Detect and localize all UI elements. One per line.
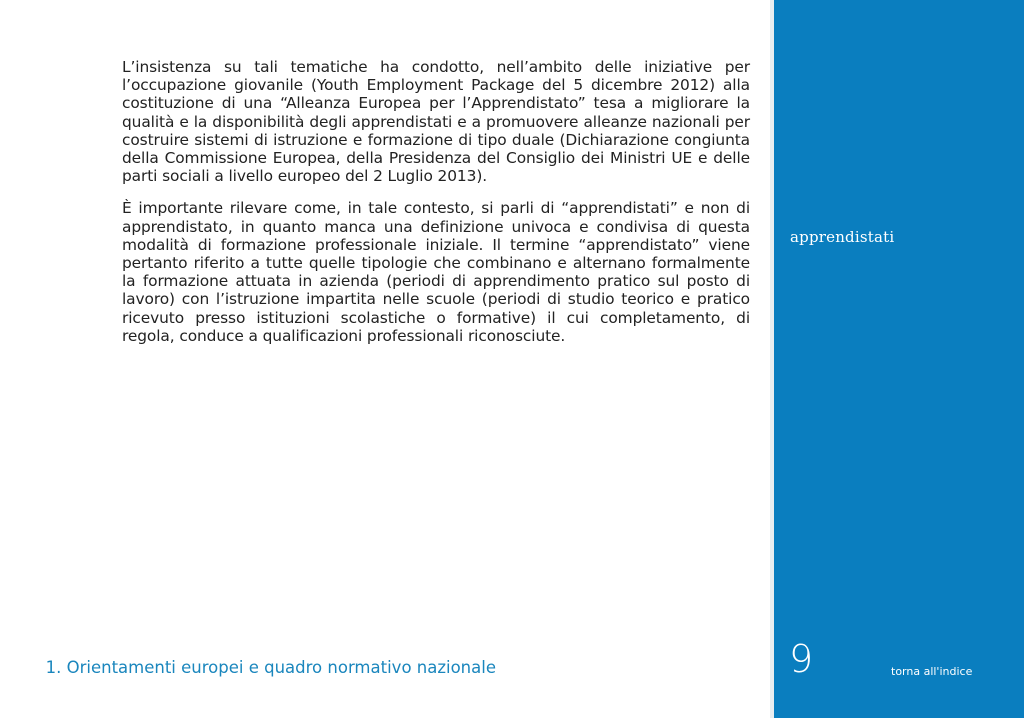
chapter-title: 1. Orientamenti europei e quadro normativo nazionale xyxy=(45,658,496,677)
body-text xyxy=(122,58,750,359)
back-to-index-link[interactable]: torna all'indice xyxy=(891,665,973,678)
paragraph-1: L’insistenza su tali tematiche ha condotto, nell’ambito delle iniziative per l’occupazione giovanile (Youth Employment Package del 5 dicembre 2012) alla costituzione di una “Alleanza Europea per l’Apprendistato” tesa a migliorare la qualità e la disponibilità degli apprendistati e a promuovere alleanze nazionali per costruire sistemi di istruzione e formazione di tipo duale (Dichiarazione congiunta della Commissione Europea, della Presidenza del Consiglio dei Ministri UE e delle parti sociali a livello europeo del 2 Luglio 2013). xyxy=(122,58,750,186)
paragraph-2: È importante rilevare come, in tale contesto, si parli di “apprendistati” e non di apprendistato, in quanto manca una definizione univoca e condivisa di questa modalità di formazione professionale iniziale. Il termine “apprendistato” viene pertanto riferito a tutte quelle tipologie che combinano e alternano formalmente la formazione attuata in azienda (periodi di apprendimento pratico sul posto di lavoro) con l’istruzione impartita nelle scuole (periodi di studio teorico e pratico ricevuto presso istituzioni scolastiche o formative) il cui completamento, di regola, conduce a qualificazioni professionali riconosciute. xyxy=(122,199,750,345)
section-label: apprendistati xyxy=(790,228,895,246)
sidebar xyxy=(774,0,1024,718)
page-number: 9 xyxy=(789,637,814,681)
